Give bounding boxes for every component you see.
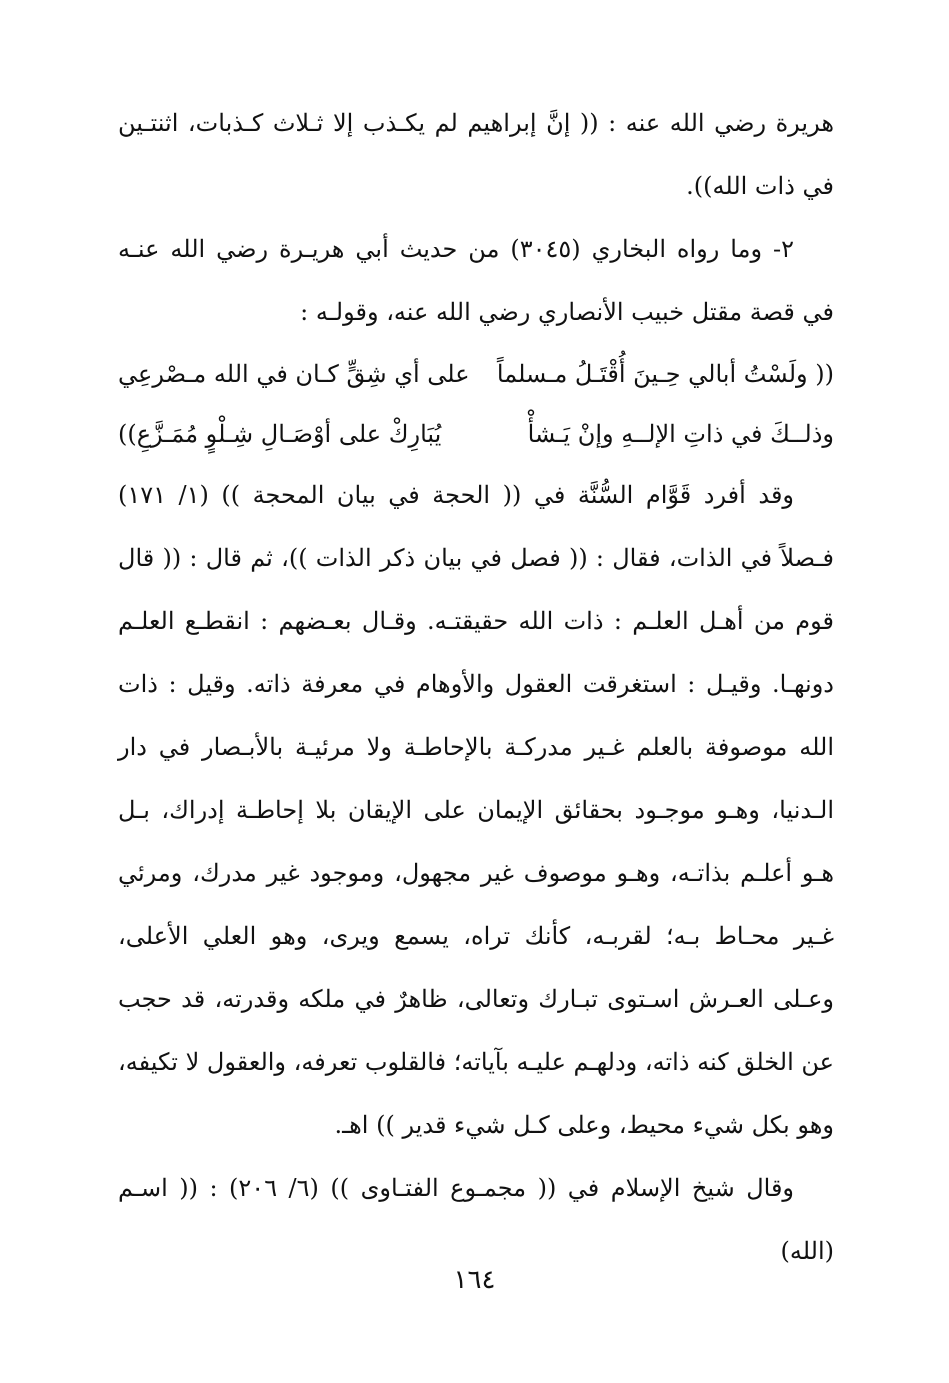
verse-2-first-hemistich: وذلــكَ في ذاتِ الإلــهِ وإنْ يَـشأْ bbox=[527, 420, 834, 448]
verse-2-second-hemistich: يُبَارِكْ على أوْصَـالِ شِـلْوٍ مُمَـزَّعِ)) bbox=[118, 420, 442, 448]
poem-verse-2 bbox=[118, 404, 834, 464]
body-text bbox=[118, 92, 834, 1283]
poem bbox=[118, 344, 834, 464]
verse-1-first-hemistich: (( ولَسْتُ أبالي حِـينَ أُقْتَـلُ مـسلماً bbox=[496, 360, 834, 388]
paragraph-shaykh-islam: وقال شيخ الإسلام في (( مجمـوع الفتـاوى )) (٦/ ٢٠٦) : (( اسـم (الله) bbox=[118, 1174, 834, 1265]
verse-1-second-hemistich: على أي شِقٍّ كـان في الله مـصْرعِي bbox=[118, 360, 470, 388]
poem-verse-1 bbox=[118, 344, 834, 404]
page-number: ١٦٤ bbox=[453, 1265, 496, 1295]
paragraph-qawwam-sunnah: وقد أفرد قَوَّام السُّنَّة في (( الحجة في بيان المحجة )) (١/ ١٧١) فـصلاً في الذات، فقال : (( فصل في بيان ذكر الذات ))، ثم قال : (( قال قوم من أهـل العلـم : ذات الله حقيقتـه. وقـال بعـضهم : انقطـع العلـم دونهـا. وقيـل : استغرقت العقول والأوهام في معرفة ذاته. وقيل : ذات الله موصوفة بالعلم غـير مدركـة بالإحاطـة ولا مرئيـة بالأبـصار في دار الـدنيا، وهـو موجـود بحقائق الإيمان على الإيقان بلا إحاطـة إدراك، بـل هـو أعلـم بذاتـه، وهـو موصوف غير مجهول، وموجود غير مدرك، ومرئي غـير محـاط بـه؛ لقربـه، كأنك تراه، يسمع ويرى، وهو العلي الأعلى، وعـلى العـرش اسـتوى تبـارك وتعالى، ظاهرٌ في ملكه وقدرته، قد حجب عن الخلق كنه ذاته، ودلهـم عليـه بآياته؛ فالقلوب تعرفه، والعقول لا تكيفه، وهو بكل شيء محيط، وعلى كـل شيء قدير )) اهـ. bbox=[118, 481, 834, 1139]
paragraph-continuation: هريرة رضي الله عنه : (( إنَّ إبراهيم لم يكـذب إلا ثـلاث كـذبات، اثنتـين في ذات الله)). bbox=[118, 109, 834, 200]
paragraph-hadith-2: ٢- وما رواه البخاري (٣٠٤٥) من حديث أبي هريـرة رضي الله عنـه في قصة مقتل خبيب الأنصاري رضي الله عنه، وقولـه : bbox=[118, 235, 834, 326]
